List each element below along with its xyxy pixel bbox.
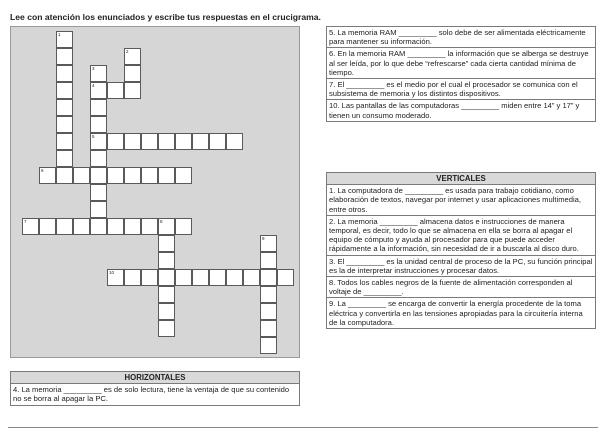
crossword-cell[interactable] <box>124 82 141 99</box>
crossword-cell[interactable] <box>107 218 124 235</box>
crossword-cell[interactable] <box>158 303 175 320</box>
crossword-cell[interactable] <box>56 133 73 150</box>
crossword-cell[interactable] <box>141 269 158 286</box>
crossword-cell[interactable] <box>56 48 73 65</box>
clue-number: 1 <box>58 32 61 37</box>
crossword-cell[interactable] <box>107 82 124 99</box>
clue-h4: 4. La memoria _________ es de solo lectura, tiene la ventaja de que su contenido no se borra al apagar la PC. <box>11 384 300 405</box>
clue-number: 5 <box>92 134 95 139</box>
crossword-cell[interactable] <box>90 82 107 99</box>
crossword-cell[interactable] <box>175 218 192 235</box>
crossword-cell[interactable] <box>56 218 73 235</box>
crossword-cell[interactable] <box>141 167 158 184</box>
crossword-cell[interactable] <box>260 303 277 320</box>
bottom-rule <box>8 427 598 428</box>
clue-number: 9 <box>262 236 265 241</box>
crossword-cell[interactable] <box>90 184 107 201</box>
crossword-cell[interactable] <box>260 286 277 303</box>
horizontales-title: HORIZONTALES <box>11 372 300 384</box>
crossword-cell[interactable] <box>56 82 73 99</box>
crossword-cell[interactable] <box>192 133 209 150</box>
crossword-cell[interactable] <box>260 320 277 337</box>
crossword-cell[interactable] <box>73 218 90 235</box>
crossword-cell[interactable] <box>124 269 141 286</box>
crossword-cell[interactable] <box>107 269 124 286</box>
crossword-cell[interactable] <box>175 269 192 286</box>
verticales-table <box>326 172 596 329</box>
crossword-cell[interactable] <box>90 116 107 133</box>
crossword-cell[interactable] <box>243 269 260 286</box>
crossword-cell[interactable] <box>260 269 277 286</box>
crossword-cell[interactable] <box>73 167 90 184</box>
crossword-cell[interactable] <box>56 167 73 184</box>
crossword-cell[interactable] <box>158 320 175 337</box>
clue-v2: 2. La memoria _________ almacena datos e instrucciones de manera temporal, es decir, todo lo que se almacena en ella se borra al apagar el equipo de cómputo y ayuda al procesador para que puede acceder rápidamente a la información, sin necesidad de ir a buscarla al disco duro. <box>327 215 596 255</box>
crossword-cell[interactable] <box>226 133 243 150</box>
crossword-cell[interactable] <box>192 269 209 286</box>
verticales-title: VERTICALES <box>327 173 596 185</box>
clue-h5: 5. La memoria RAM _________ solo debe de ser alimentada eléctricamente para mantener su información. <box>327 27 596 48</box>
crossword-cell[interactable] <box>260 235 277 252</box>
horizontales-continued-table <box>326 26 596 122</box>
crossword-cell[interactable] <box>124 48 141 65</box>
clue-number: 2 <box>126 49 129 54</box>
crossword-cell[interactable] <box>56 116 73 133</box>
crossword-cell[interactable] <box>90 150 107 167</box>
crossword-cell[interactable] <box>209 269 226 286</box>
clue-number: 8 <box>160 219 163 224</box>
crossword-cell[interactable] <box>56 150 73 167</box>
clue-number: 4 <box>92 83 95 88</box>
clue-h6: 6. En la memoria RAM _________ la información que se alberga se destruye al ser leída, por lo que debe “refrescarse” cada cierta cantidad mínima de tiempo. <box>327 48 596 79</box>
crossword-cell[interactable] <box>158 269 175 286</box>
horizontales-table <box>10 371 300 406</box>
crossword-cell[interactable] <box>158 218 175 235</box>
crossword-cell[interactable] <box>56 65 73 82</box>
crossword-cell[interactable] <box>141 218 158 235</box>
crossword-cell[interactable] <box>277 269 294 286</box>
crossword-cell[interactable] <box>175 167 192 184</box>
crossword-cell[interactable] <box>158 252 175 269</box>
crossword-cell[interactable] <box>226 269 243 286</box>
crossword-cell[interactable] <box>209 133 226 150</box>
crossword-cell[interactable] <box>158 167 175 184</box>
crossword-cell[interactable] <box>90 218 107 235</box>
crossword-cell[interactable] <box>124 65 141 82</box>
crossword-cell[interactable] <box>22 218 39 235</box>
clue-v8: 8. Todos los cables negros de la fuente de alimentación corresponden al voltaje de _________. <box>327 277 596 298</box>
crossword-cell[interactable] <box>107 167 124 184</box>
crossword-cell[interactable] <box>90 65 107 82</box>
crossword-cell[interactable] <box>158 133 175 150</box>
crossword-cell[interactable] <box>124 167 141 184</box>
instructions: Lee con atención los enunciados y escribe tus respuestas en el crucigrama. <box>10 12 321 22</box>
clue-h7: 7. El _________ es el medio por el cual el procesador se comunica con el subsistema de memoria y los distintos dispositivos. <box>327 79 596 100</box>
crossword-cell[interactable] <box>141 133 158 150</box>
crossword-cell[interactable] <box>90 201 107 218</box>
crossword-cell[interactable] <box>90 167 107 184</box>
crossword-cell[interactable] <box>124 133 141 150</box>
crossword-cell[interactable] <box>175 133 192 150</box>
crossword-cell[interactable] <box>39 218 56 235</box>
crossword-cell[interactable] <box>107 133 124 150</box>
clue-number: 6 <box>41 168 44 173</box>
crossword-cell[interactable] <box>56 31 73 48</box>
clue-v1: 1. La computadora de _________ es usada para trabajo cotidiano, como elaboración de textos, navegar por internet y usar aplicaciones multimedia, entre otros. <box>327 185 596 216</box>
crossword-cell[interactable] <box>260 337 277 354</box>
crossword-cell[interactable] <box>260 252 277 269</box>
crossword-cell[interactable] <box>56 99 73 116</box>
crossword-cell[interactable] <box>90 99 107 116</box>
crossword-cell[interactable] <box>158 235 175 252</box>
clue-number: 3 <box>92 66 95 71</box>
crossword-grid <box>10 26 300 358</box>
crossword-cell[interactable] <box>158 286 175 303</box>
clue-h10: 10. Las pantallas de las computadoras _________ miden entre 14” y 17” y tienen un consumo moderado. <box>327 100 596 121</box>
clue-v9: 9. La _________ se encarga de convertir la energía procedente de la toma eléctrica y convertirla en las tensiones apropiadas para la circuitería interna de la computadora. <box>327 298 596 329</box>
crossword-cell[interactable] <box>90 133 107 150</box>
clue-number: 7 <box>24 219 27 224</box>
crossword-cell[interactable] <box>124 218 141 235</box>
clue-v3: 3. El _________ es la unidad central de proceso de la PC, su función principal es la de interpretar instrucciones y procesar datos. <box>327 255 596 276</box>
crossword-cell[interactable] <box>39 167 56 184</box>
clue-number: 10 <box>109 270 115 275</box>
